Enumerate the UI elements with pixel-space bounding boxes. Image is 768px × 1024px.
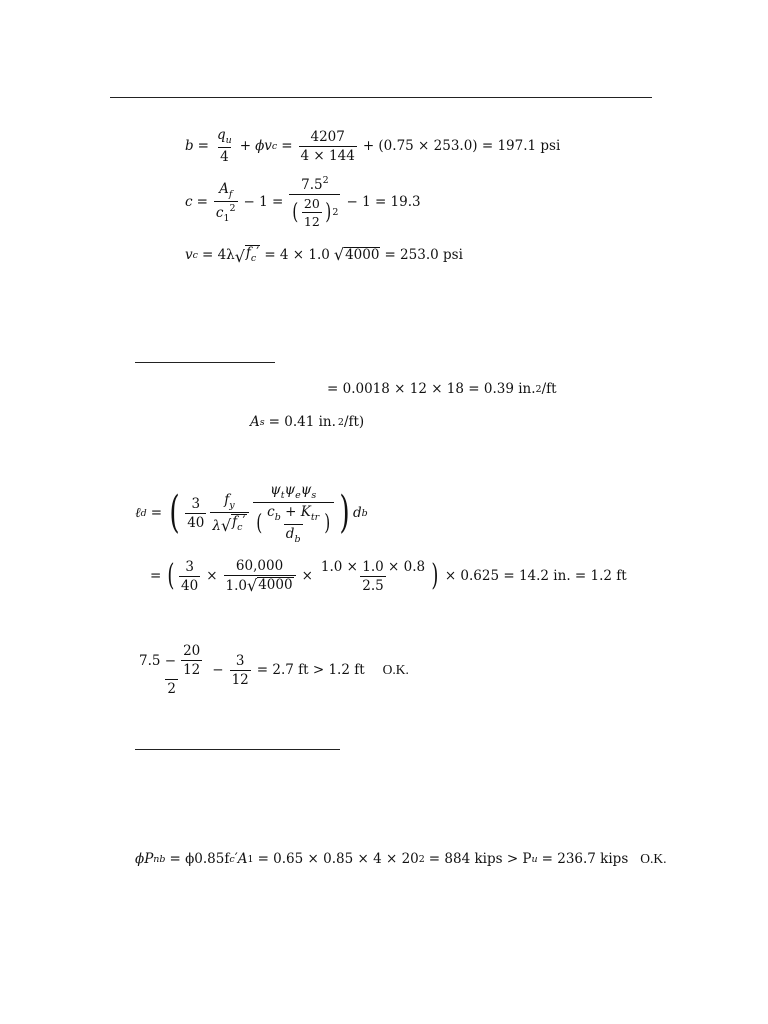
- equation-ld-result: × 0.625 = 14.2 in. = 1.2 ft: [444, 568, 627, 584]
- equation-b-result: + (0.75 × 253.0) = 197.1 psi: [362, 138, 561, 154]
- equation-ld-numeric: = ( $\frac{3}{40}$ × 60,000 1.0 √ 4000 × $\frac{1.0 \times 1.0 \times 0.8}{2.5}$ ) × 0.625 = 14.2 in. = 1.2 ft: [150, 558, 627, 595]
- equation-as-min: = 0.0018 × 12 × 18 = 0.39 in. 2 /ft: [327, 381, 557, 397]
- equation-vc: v c = 4λ √ $f_c'$ = 4 × 1.0 √ 4000 = 253.0 psi: [185, 245, 463, 266]
- equation-c: c = $\frac{A_f}{c_1^2}$ − 1 = $7.5^2$ ( $\frac{20}{12}$ ) 2 − 1 = 19.3: [185, 175, 421, 229]
- section-rule-2: [135, 749, 340, 750]
- equation-ld: ℓ d = ( $\frac{3}{40}$ $f_y$ λ √ $f_c'$ $\psi_t\psi_e\psi_s$ ( $\frac{c_b + K_{tr}}{d_b}$ ) ) d b: [135, 481, 368, 545]
- equation-check: 7.5 − $\frac{20}{12}$ 2 − $\frac{3}{12}$ = 2.7 ft > 1.2 ft O.K.: [139, 643, 409, 697]
- ok-label: O.K.: [382, 662, 409, 677]
- fraction-af-over-c1: $\frac{A_f}{c_1^2}$: [215, 180, 236, 224]
- equation-c-result: − 1 = 19.3: [346, 194, 421, 210]
- equation-b: b = $\frac{q_u}{4}$ + ϕv c = $\frac{4207}{4 \times 144}$ + (0.75 × 253.0) = 197.1 psi: [185, 127, 561, 165]
- equation-as: A s = 0.41 in. 2 /ft): [250, 414, 365, 430]
- ok-label-bearing: O.K.: [640, 851, 667, 866]
- fraction-7-5-squared: $7.5^2$ ( $\frac{20}{12}$ ) 2: [289, 175, 340, 229]
- equation-bearing: ϕP nb = ϕ0.85f c ′ A 1 = 0.65 × 0.85 × 4 × 20 2 = 884 kips > P u = 236.7 kips O.K.: [135, 851, 667, 867]
- fraction-qu-over-4: $\frac{q_u}{4}$: [216, 127, 232, 165]
- fraction-4207: $\frac{4207}{4 \times 144}$: [300, 128, 355, 164]
- header-rule: [110, 97, 652, 98]
- equation-vc-result: = 253.0 psi: [384, 247, 463, 263]
- var-b: b: [185, 138, 194, 154]
- section-rule-1: [135, 362, 275, 363]
